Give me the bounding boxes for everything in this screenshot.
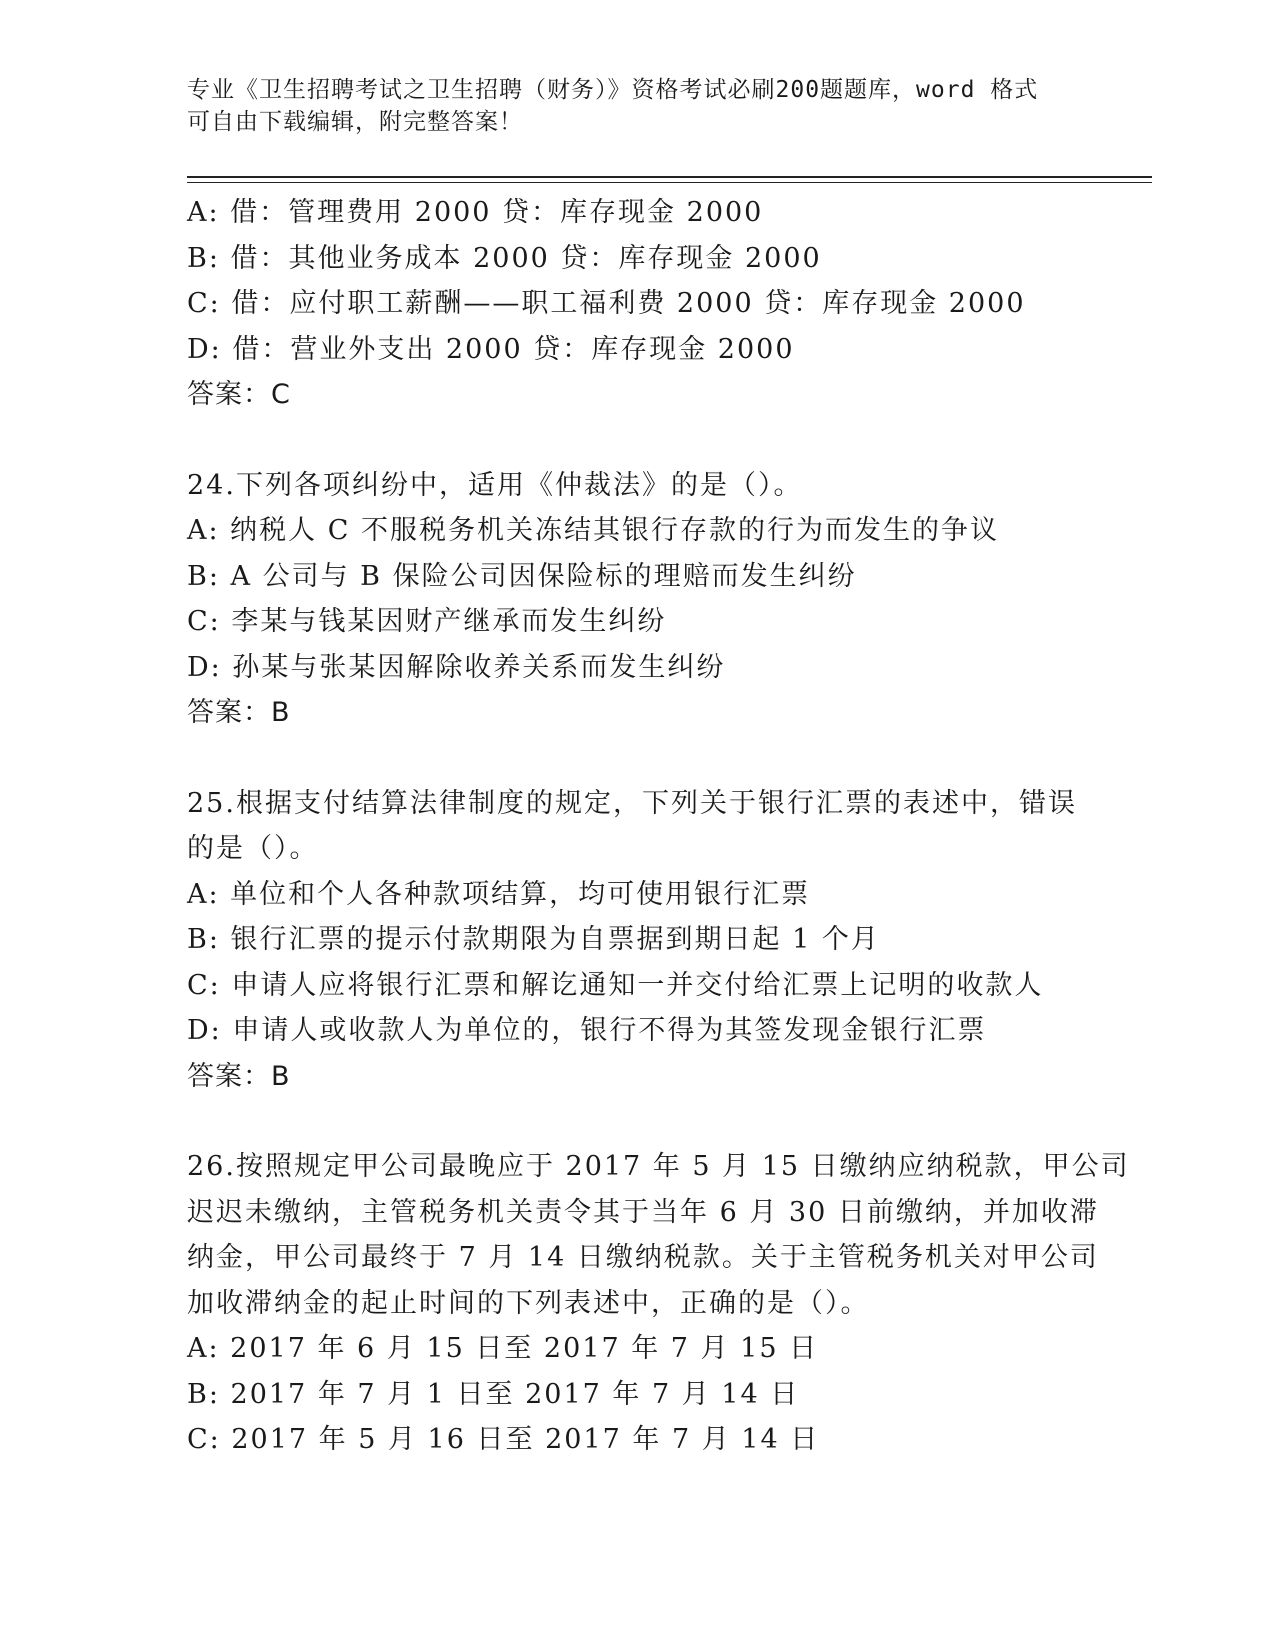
spacer <box>187 418 1087 463</box>
header-divider-thin <box>187 182 1152 183</box>
option-a: A: 借：管理费用 2000 贷：库存现金 2000 <box>187 197 764 228</box>
spacer <box>187 736 1087 781</box>
answer: 答案：B <box>187 1060 291 1092</box>
option-b: B: 借：其他业务成本 2000 贷：库存现金 2000 <box>187 242 822 274</box>
question-stem-line-3: 纳金，甲公司最终于 7 月 14 日缴纳税款。关于主管税务机关对甲公司 <box>187 1242 1099 1273</box>
document-header <box>187 74 1067 138</box>
option-c: C: 申请人应将银行汇票和解讫通知一并交付给汇票上记明的收款人 <box>187 969 1044 1001</box>
question-stem: 24.下列各项纠纷中，适用《仲裁法》的是（）。 <box>187 469 803 501</box>
option-a: A: 单位和个人各种款项结算，均可使用银行汇票 <box>187 878 811 910</box>
question-stem-line-2: 的是（）。 <box>187 833 319 864</box>
header-line-1: 专业《卫生招聘考试之卫生招聘（财务）》资格考试必刷200题题库，word 格式 <box>187 77 1039 103</box>
option-b: B: 银行汇票的提示付款期限为自票据到期日起 1 个月 <box>187 924 880 955</box>
spacer <box>187 1099 1087 1144</box>
question-stem-line-2: 迟迟未缴纳，主管税务机关责令其于当年 6 月 30 日前缴纳，并加收滞 <box>187 1196 1099 1228</box>
option-c: C: 借：应付职工薪酬——职工福利费 2000 贷：库存现金 2000 <box>187 288 1026 319</box>
question-23 <box>187 190 1087 418</box>
option-b: B: A 公司与 B 保险公司因保险标的理赔而发生纠纷 <box>187 560 857 592</box>
option-d: D: 孙某与张某因解除收养关系而发生纠纷 <box>187 651 726 683</box>
option-a: A: 2017 年 6 月 15 日至 2017 年 7 月 15 日 <box>187 1333 819 1364</box>
header-line-2: 可自由下载编辑，附完整答案！ <box>187 109 523 135</box>
option-d: D: 借：营业外支出 2000 贷：库存现金 2000 <box>187 333 795 365</box>
option-d: D: 申请人或收款人为单位的，银行不得为其签发现金银行汇票 <box>187 1015 987 1046</box>
question-25 <box>187 781 1087 1100</box>
option-c: C: 2017 年 5 月 16 日至 2017 年 7 月 14 日 <box>187 1424 820 1455</box>
question-stem-line-4: 加收滞纳金的起止时间的下列表述中，正确的是（）。 <box>187 1287 870 1319</box>
question-24 <box>187 463 1087 736</box>
header-divider-thick <box>187 176 1152 178</box>
option-b: B: 2017 年 7 月 1 日至 2017 年 7 月 14 日 <box>187 1378 800 1410</box>
question-stem-line-1: 25.根据支付结算法律制度的规定，下列关于银行汇票的表述中，错误 <box>187 787 1077 819</box>
question-list <box>187 190 1130 1463</box>
question-26 <box>187 1144 1130 1463</box>
option-a: A: 纳税人 C 不服税务机关冻结其银行存款的行为而发生的争议 <box>187 515 1000 546</box>
option-c: C: 李某与钱某因财产继承而发生纠纷 <box>187 606 667 637</box>
answer: 答案：B <box>187 697 291 728</box>
question-stem-line-1: 26.按照规定甲公司最晚应于 2017 年 5 月 15 日缴纳应纳税款，甲公司 <box>187 1151 1130 1182</box>
answer: 答案：C <box>187 379 291 410</box>
